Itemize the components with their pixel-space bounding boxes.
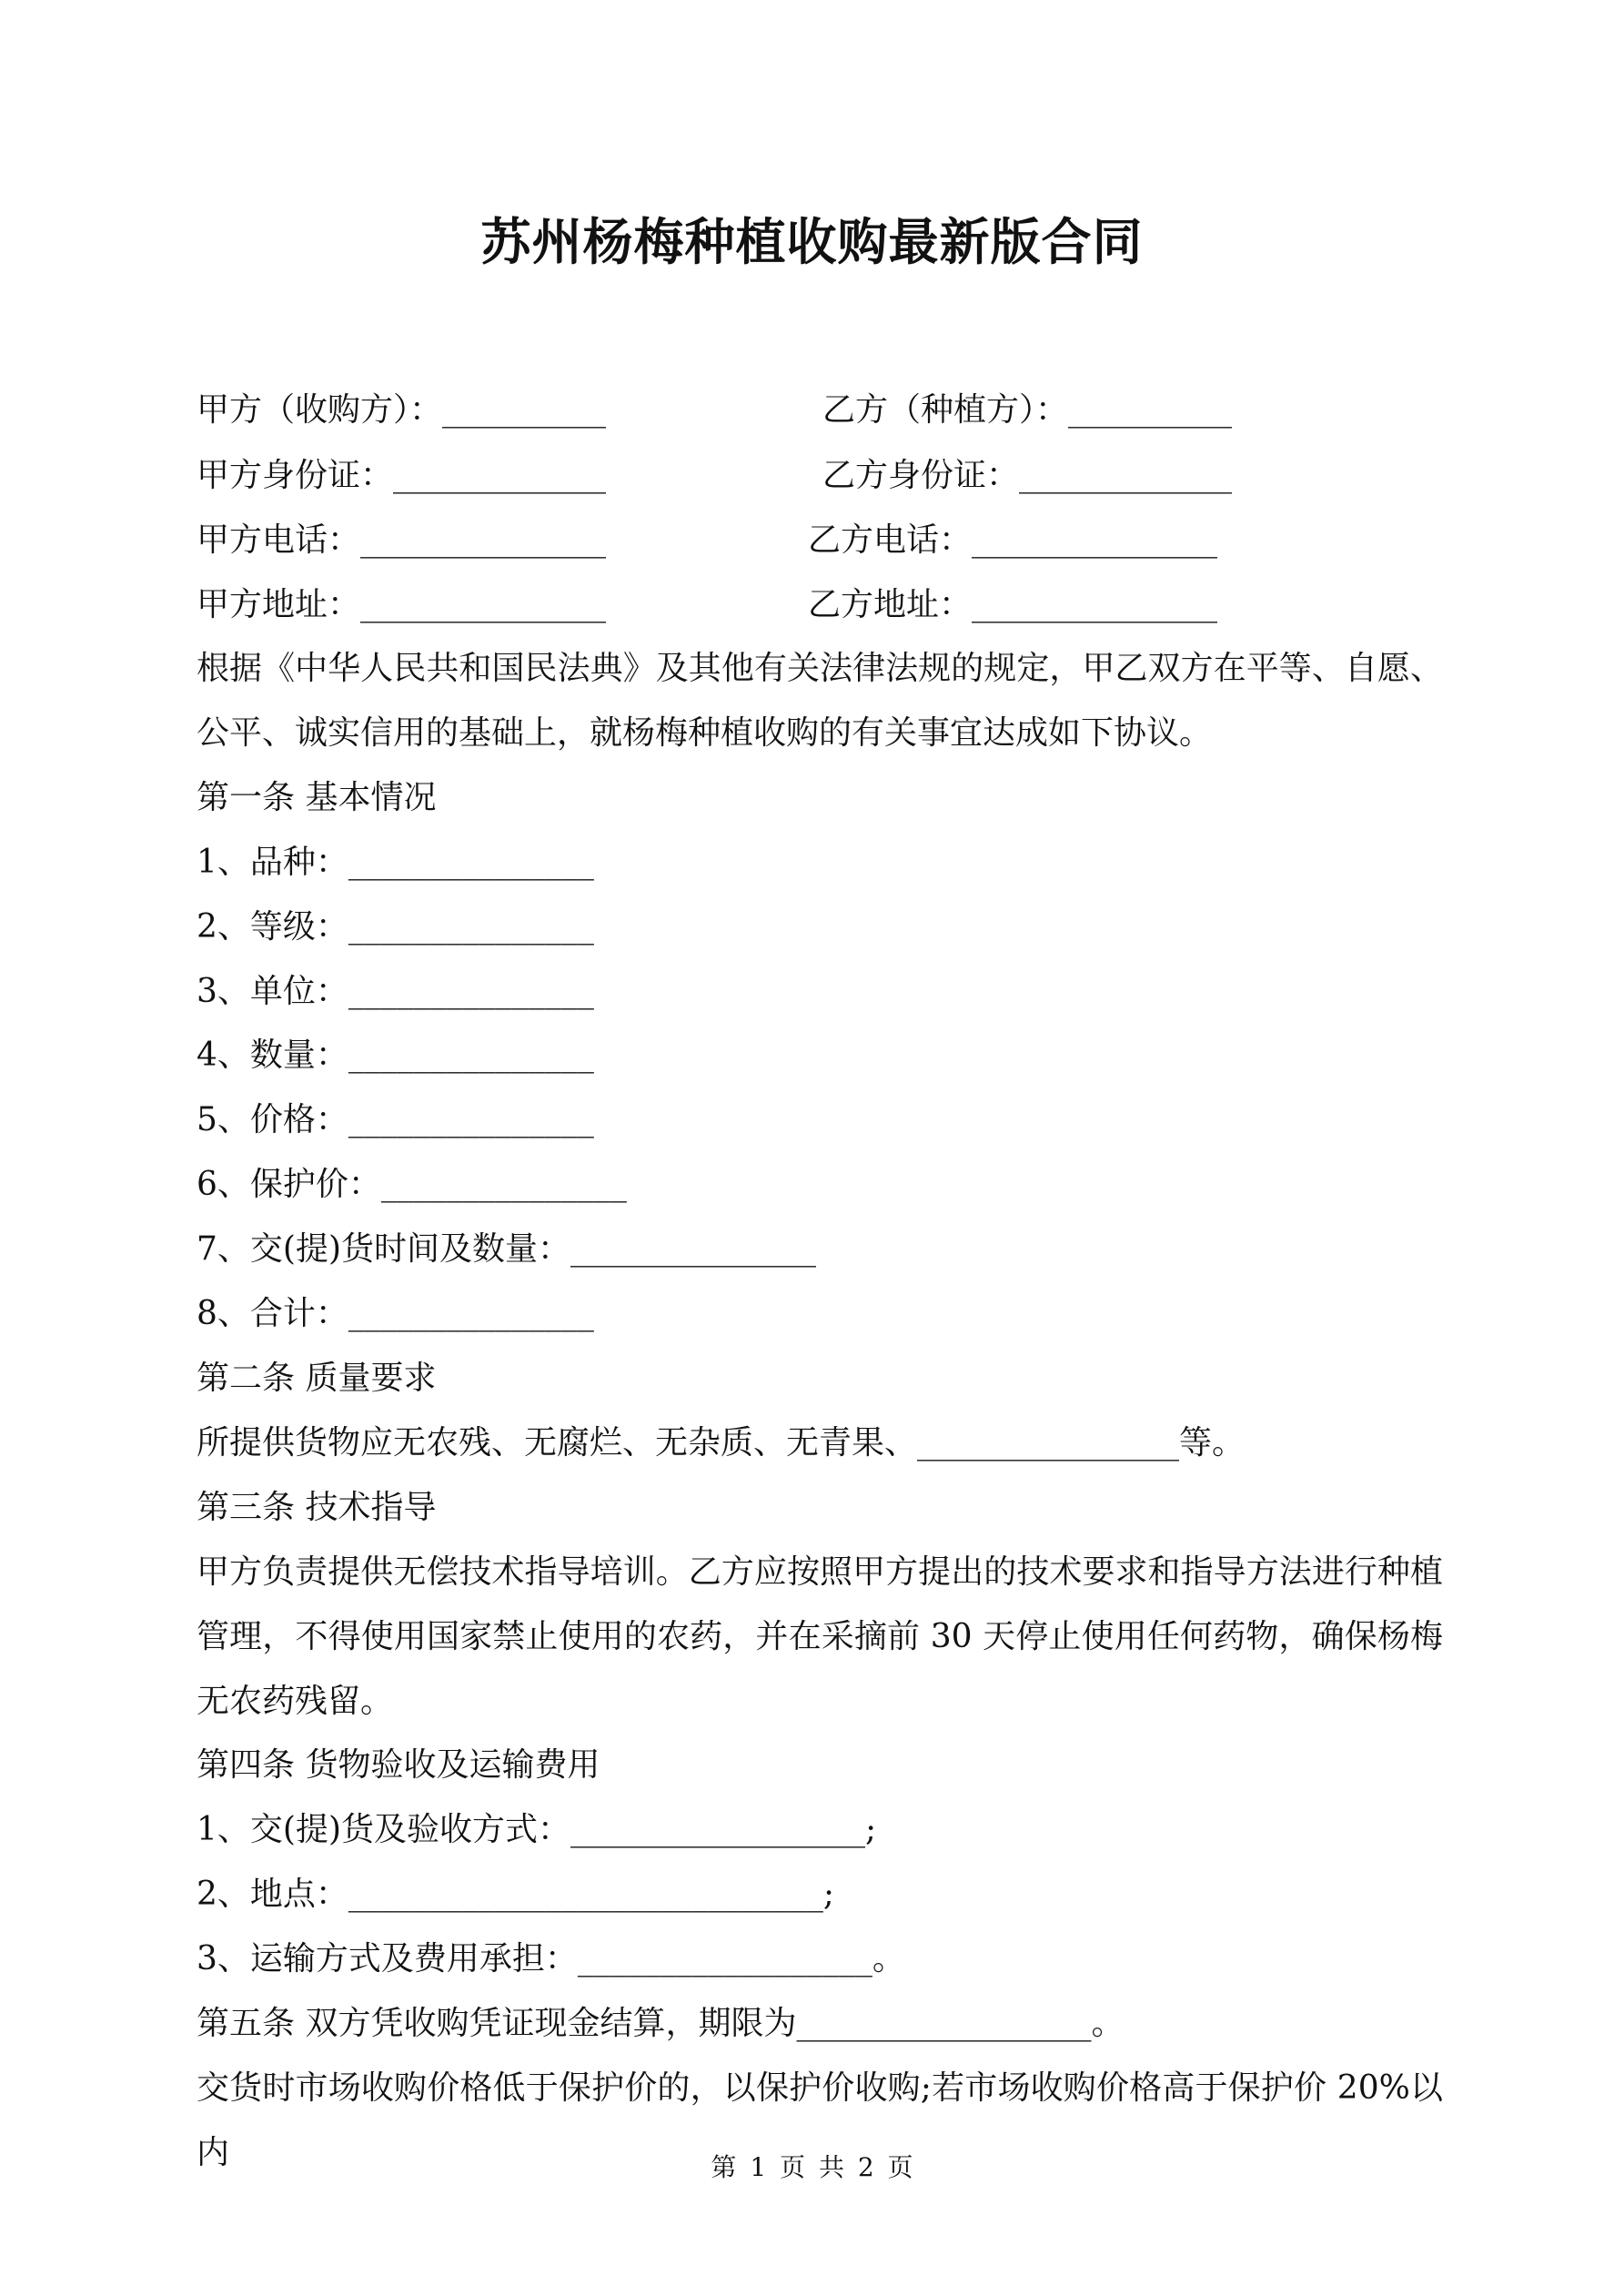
article-heading: 第三条 技术指导 [197,1488,437,1526]
paragraph: 8、合计：_______________ [197,1295,594,1333]
paragraph: 甲方负责提供无偿技术指导培训。乙方应按照甲方提出的技术要求和指导方法进行种植管理，不得使用国家禁止使用的农药，并在采摘前 30 天停止使用任何药物，确保杨梅无农药残留。 [197,1553,1443,1720]
page-footer: 第 1 页 共 2 页 [711,2152,913,2182]
paragraph: 7、交(提)货时间及数量：_______________ [197,1230,816,1269]
article-heading: 第五条 双方凭收购凭证现金结算，期限为__________________。 [197,2005,1125,2043]
paragraph: 1、品种：_______________ [197,843,594,881]
party-b-phone: 乙方电话：_______________ [808,521,1218,559]
party-b-address: 乙方地址：_______________ [808,586,1218,623]
paragraph: 6、保护价：_______________ [197,1166,627,1204]
party-b-name: 乙方（种植方）：__________ [822,391,1233,429]
article-heading: 第一条 基本情况 [197,778,437,816]
document-title: 苏州杨梅种植收购最新版合同 [480,212,1144,271]
party-a-address: 甲方地址：_______________ [197,586,607,623]
article-heading: 第二条 质量要求 [197,1359,437,1397]
contract-body [197,637,1443,2186]
party-a-name: 甲方（收购方）：__________ [197,391,607,429]
paragraph: 5、价格：_______________ [197,1101,594,1139]
party-a-phone: 甲方电话：_______________ [197,521,607,559]
party-a-id: 甲方身份证：_____________ [197,457,607,494]
paragraph: 4、数量：_______________ [197,1037,594,1075]
paragraph: 3、运输方式及费用承担：__________________。 [197,1940,905,1978]
paragraph: 1、交(提)货及验收方式：__________________; [197,1811,877,1849]
paragraph: 3、单位：_______________ [197,972,594,1010]
paragraph: 2、等级：_______________ [197,907,594,946]
article-heading: 第四条 货物验收及运输费用 [197,1746,600,1785]
paragraph: 交货时市场收购价格低于保护价的，以保护价收购;若市场收购价格高于保护价 20%以内 [197,2068,1443,2171]
party-b-id: 乙方身份证：_____________ [822,457,1233,494]
paragraph: 根据《中华人民共和国民法典》及其他有关法律法规的规定，甲乙双方在平等、自愿、公平、诚实信用的基础上，就杨梅种植收购的有关事宜达成如下协议。 [197,650,1443,752]
paragraph: 2、地点：_____________________________; [197,1876,835,1914]
paragraph: 所提供货物应无农残、无腐烂、无杂质、无青果、________________等。 [197,1423,1246,1462]
